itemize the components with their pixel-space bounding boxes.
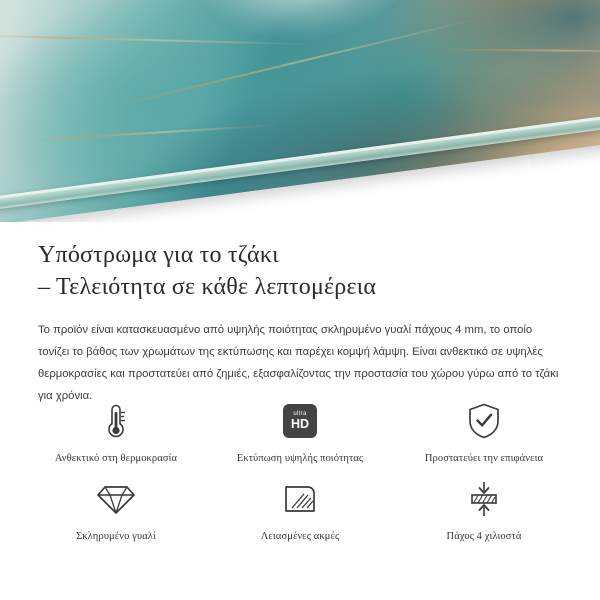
feature-label: Εκτύπωση υψηλής ποιότητας xyxy=(236,453,364,464)
product-description: Το προϊόν είναι κατασκευασμένο από υψηλής ποιότητας σκληρυμένο γυαλί πάχους 4 mm, το οποίο τονίζει το βάθος των χρωμάτων της εκτύπωσης και παρέχει κομψή λάμψη. Είναι ανθεκτικό σε υψηλές θερμοκρασίες και προστατεύει από ζημιές, εξασφαλίζοντας την προστασία του χώρου γύρω από το τζάκι για χρόνια. xyxy=(38,324,559,403)
shield-check-icon xyxy=(466,398,502,444)
feature-label: Πάχος 4 χιλιοστά xyxy=(446,531,522,542)
hd-badge-top-text: ultra xyxy=(293,411,307,418)
feature-item-heat-resistant xyxy=(24,398,208,464)
hd-badge xyxy=(283,404,317,438)
feature-item-thickness xyxy=(392,476,576,542)
feature-label: Λειασμένες ακμές xyxy=(260,531,340,542)
page-title-line-2: – Τελειότητα σε κάθε λεπτομέρεια xyxy=(38,273,377,300)
diamond-icon xyxy=(96,476,136,522)
sparkle-ray xyxy=(517,170,542,195)
feature-item-smooth-edges xyxy=(208,476,392,542)
feature-item-tempered-glass xyxy=(24,476,208,542)
text-content xyxy=(0,222,600,407)
page-title xyxy=(38,222,562,303)
feature-item-surface-protection xyxy=(392,398,576,464)
thickness-arrows-icon xyxy=(464,476,504,522)
sparkle-small-icon xyxy=(554,178,580,204)
hero-image xyxy=(0,0,600,222)
ultra-hd-badge-icon xyxy=(283,398,317,444)
hero-image-inner xyxy=(0,0,600,222)
sparkle-icon xyxy=(502,155,556,209)
feature-label: Προστατεύει την επιφάνεια xyxy=(424,453,544,464)
feature-label: Ανθεκτικό στη θερμοκρασία xyxy=(54,453,178,464)
thermometer-icon xyxy=(101,398,131,444)
feature-label: Σκληρυμένο γυαλί xyxy=(76,531,156,542)
feature-item-print-quality xyxy=(208,398,392,464)
sparkle-ray xyxy=(517,170,542,195)
page-title-line-1: Υπόστρωμα για το τζάκι xyxy=(38,242,279,268)
smooth-edges-icon xyxy=(280,476,320,522)
feature-grid xyxy=(0,398,600,542)
hd-badge-main-text: HD xyxy=(290,417,310,432)
